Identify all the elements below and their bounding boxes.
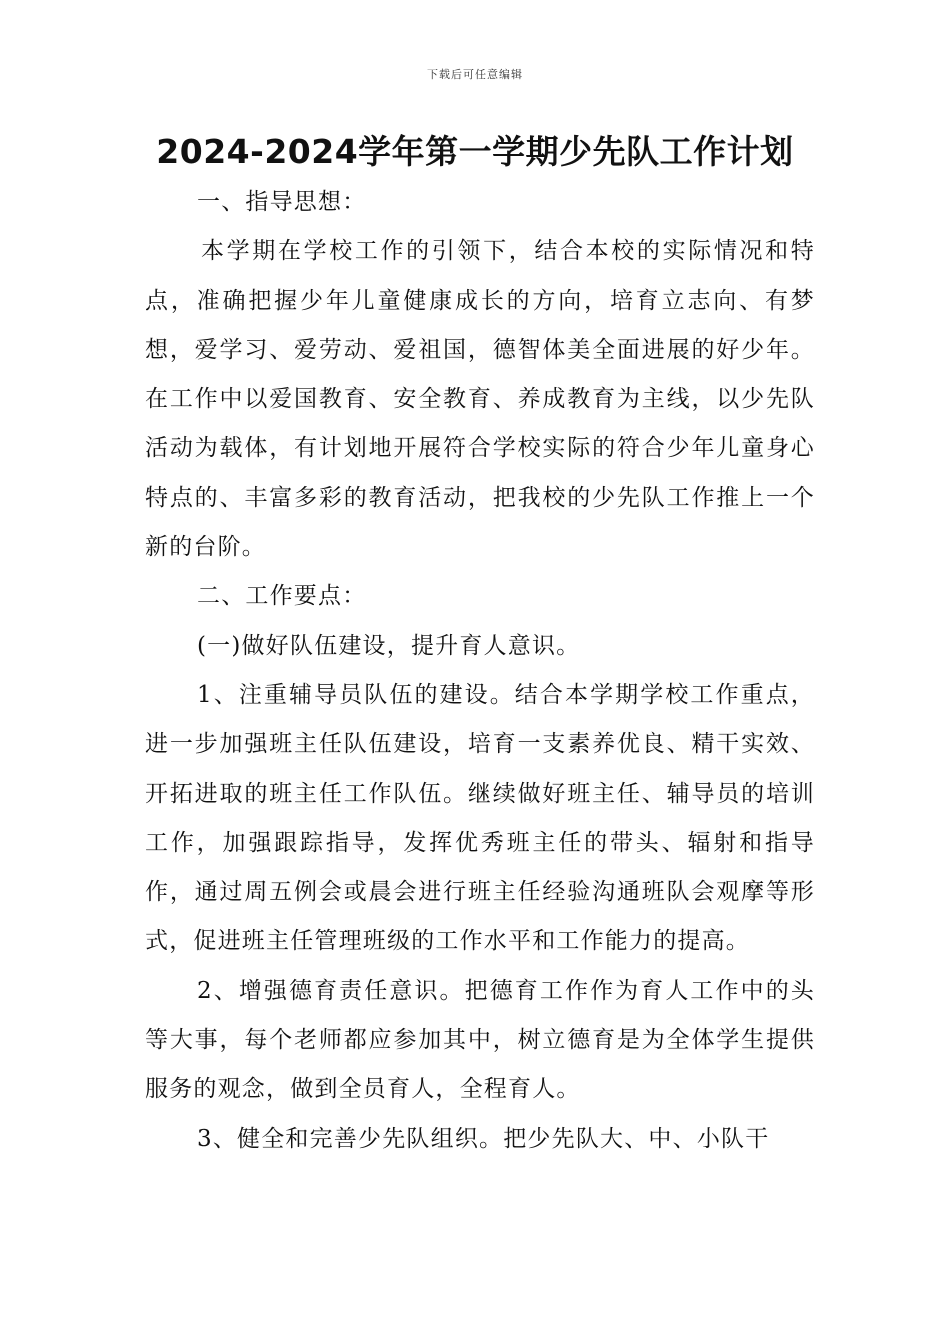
paragraph-guiding-ideology: 本学期在学校工作的引领下，结合本校的实际情况和特点，准确把握少年儿童健康成长的方向，培育立志向、有梦想，爱学习、爱劳动、爱祖国，德智体美全面进展的好少年。在工作中以爱国教育、安全教育、养成教育为主线，以少先队活动为载体，有计划地开展符合学校实际的符合少年儿童身心特点的、丰富多彩的教育活动，把我校的少先队工作推上一个新的台阶。	[145, 238, 815, 561]
list-item-moral-education: 2、增强德育责任意识。把德育工作作为育人工作中的头等大事，每个老师都应参加其中，树立德育是为全体学生提供服务的观念，做到全员育人，全程育人。	[145, 977, 815, 1103]
document-body	[145, 178, 815, 1164]
section-heading-work-points: 二、工作要点：	[197, 583, 367, 610]
page-header-note: 下载后可任意编辑	[427, 68, 523, 81]
list-item-counselor-team: 1、注重辅导员队伍的建设。结合本学期学校工作重点，进一步加强班主任队伍建设，培育一支素养优良、精干实效、开拓进取的班主任工作队伍。继续做好班主任、辅导员的培训工作，加强跟踪指导，发挥优秀班主任的带头、辐射和指导作，通过周五例会或晨会进行班主任经验沟通班队会观摩等形式，促进班主任管理班级的工作水平和工作能力的提高。	[145, 681, 815, 955]
document-title: 2024-2024学年第一学期少先队工作计划	[156, 132, 794, 171]
subsection-heading-team-building: (一)做好队伍建设，提升育人意识。	[197, 632, 581, 659]
section-heading-guiding-ideology: 一、指导思想：	[197, 189, 367, 215]
list-item-pioneer-organization: 3、健全和完善少先队组织。把少先队大、中、小队干	[197, 1125, 770, 1152]
